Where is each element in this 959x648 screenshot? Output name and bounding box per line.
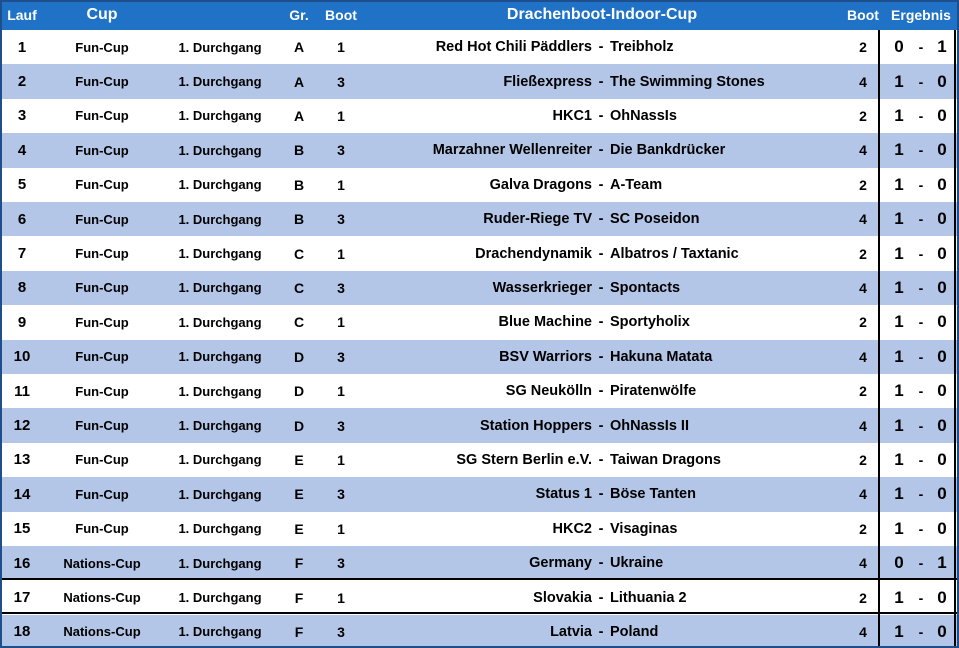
team-away-cell: Ukraine xyxy=(610,555,664,572)
lauf-cell: 11 xyxy=(14,382,30,400)
score-separator: - xyxy=(918,245,924,262)
team-home-cell: Status 1 xyxy=(535,486,592,503)
boot-right-cell: 4 xyxy=(859,486,867,503)
header-row xyxy=(0,0,959,30)
score-separator: - xyxy=(918,417,924,434)
boot-cell: 3 xyxy=(337,142,345,159)
score-home-cell: 1 xyxy=(894,518,904,538)
score-home-cell: 0 xyxy=(894,553,904,573)
score-away-cell: 0 xyxy=(937,449,947,469)
score-away-cell: 1 xyxy=(937,553,947,573)
score-home-cell: 1 xyxy=(894,484,904,504)
cup-cell: Fun-Cup xyxy=(75,211,129,227)
team-separator: - xyxy=(598,623,604,640)
team-home-cell: Ruder-Riege TV xyxy=(483,211,592,228)
durchgang-cell: 1. Durchgang xyxy=(178,177,262,193)
team-away-cell: SC Poseidon xyxy=(610,211,700,228)
durchgang-cell: 1. Durchgang xyxy=(178,211,262,227)
gruppe-cell: F xyxy=(294,589,304,606)
score-away-cell: 0 xyxy=(937,621,947,641)
team-home-cell: Slovakia xyxy=(533,589,592,606)
team-separator: - xyxy=(598,451,604,468)
team-away-cell: Sportyholix xyxy=(610,314,690,331)
boot-cell: 1 xyxy=(337,520,345,537)
boot-right-cell: 2 xyxy=(859,589,867,606)
durchgang-cell: 1. Durchgang xyxy=(178,624,262,640)
team-home-cell: SG Stern Berlin e.V. xyxy=(456,451,592,468)
header-gruppe: Gr. xyxy=(289,7,309,23)
durchgang-cell: 1. Durchgang xyxy=(178,142,262,158)
team-away-cell: Visaginas xyxy=(610,520,678,537)
boot-right-cell: 4 xyxy=(859,555,867,572)
lauf-cell: 15 xyxy=(13,520,31,538)
boot-cell: 1 xyxy=(337,589,345,606)
team-home-cell: Drachendynamik xyxy=(475,245,592,262)
lauf-cell: 4 xyxy=(17,141,27,159)
header-lauf: Lauf xyxy=(7,7,37,23)
score-home-cell: 1 xyxy=(894,174,904,194)
durchgang-cell: 1. Durchgang xyxy=(178,418,262,434)
boot-cell: 1 xyxy=(337,39,345,56)
team-away-cell: Lithuania 2 xyxy=(610,589,687,606)
score-separator: - xyxy=(918,486,924,503)
table-row xyxy=(0,168,959,202)
score-home-cell: 1 xyxy=(894,105,904,125)
cup-cell: Fun-Cup xyxy=(75,521,129,537)
team-home-cell: Red Hot Chili Päddlers xyxy=(435,39,592,56)
boot-cell: 1 xyxy=(337,451,345,468)
boot-right-cell: 4 xyxy=(859,279,867,296)
durchgang-cell: 1. Durchgang xyxy=(178,383,262,399)
team-separator: - xyxy=(598,589,604,606)
gruppe-cell: D xyxy=(293,417,305,434)
score-away-cell: 0 xyxy=(937,381,947,401)
team-separator: - xyxy=(598,417,604,434)
team-separator: - xyxy=(598,520,604,537)
team-away-cell: A-Team xyxy=(610,176,663,193)
gruppe-cell: A xyxy=(293,39,305,56)
team-home-cell: Wasserkrieger xyxy=(492,279,592,296)
team-separator: - xyxy=(598,211,604,228)
table-row xyxy=(0,408,959,442)
boot-cell: 1 xyxy=(337,176,345,193)
boot-cell: 3 xyxy=(337,623,345,640)
cup-cell: Fun-Cup xyxy=(75,39,129,55)
table-row xyxy=(0,340,959,374)
score-separator: - xyxy=(918,176,924,193)
header-title: Drachenboot-Indoor-Cup xyxy=(506,6,698,23)
score-separator: - xyxy=(918,451,924,468)
table-row xyxy=(0,236,959,270)
durchgang-cell: 1. Durchgang xyxy=(178,74,262,90)
score-home-cell: 1 xyxy=(894,71,904,91)
durchgang-cell: 1. Durchgang xyxy=(178,555,262,571)
row-separator-18 xyxy=(0,612,959,614)
boot-right-cell: 2 xyxy=(859,520,867,537)
score-away-cell: 0 xyxy=(937,277,947,297)
team-separator: - xyxy=(598,383,604,400)
table-row xyxy=(0,546,959,580)
team-separator: - xyxy=(598,314,604,331)
cup-cell: Fun-Cup xyxy=(75,108,129,124)
team-away-cell: Treibholz xyxy=(610,39,674,56)
team-home-cell: Station Hoppers xyxy=(480,417,592,434)
durchgang-cell: 1. Durchgang xyxy=(178,349,262,365)
lauf-cell: 5 xyxy=(17,176,27,194)
score-separator: - xyxy=(918,383,924,400)
team-away-cell: Piratenwölfe xyxy=(610,383,697,400)
gruppe-cell: F xyxy=(294,555,304,572)
cup-cell: Fun-Cup xyxy=(75,452,129,468)
cup-cell: Nations-Cup xyxy=(63,624,141,640)
score-separator: - xyxy=(918,520,924,537)
boot-cell: 3 xyxy=(337,555,345,572)
score-away-cell: 0 xyxy=(937,71,947,91)
lauf-cell: 18 xyxy=(13,623,31,641)
team-separator: - xyxy=(598,73,604,90)
team-away-cell: Spontacts xyxy=(610,279,681,296)
cup-cell: Fun-Cup xyxy=(75,177,129,193)
score-home-cell: 1 xyxy=(894,449,904,469)
lauf-cell: 12 xyxy=(13,417,31,435)
score-away-cell: 0 xyxy=(937,105,947,125)
team-separator: - xyxy=(598,107,604,124)
boot-cell: 3 xyxy=(337,417,345,434)
column-divider-right xyxy=(954,30,956,648)
team-separator: - xyxy=(598,176,604,193)
lauf-cell: 1 xyxy=(17,38,27,56)
score-away-cell: 0 xyxy=(937,243,947,263)
lauf-cell: 13 xyxy=(13,451,31,469)
score-home-cell: 1 xyxy=(894,140,904,160)
durchgang-cell: 1. Durchgang xyxy=(178,452,262,468)
team-separator: - xyxy=(598,555,604,572)
durchgang-cell: 1. Durchgang xyxy=(178,246,262,262)
score-separator: - xyxy=(918,107,924,124)
boot-cell: 1 xyxy=(337,383,345,400)
team-away-cell: OhNassIs II xyxy=(610,417,689,434)
cup-cell: Fun-Cup xyxy=(75,314,129,330)
table-row xyxy=(0,443,959,477)
boot-right-cell: 4 xyxy=(859,142,867,159)
boot-cell: 3 xyxy=(337,73,345,90)
team-away-cell: Böse Tanten xyxy=(610,486,696,503)
boot-cell: 1 xyxy=(337,245,345,262)
gruppe-cell: C xyxy=(293,314,305,331)
lauf-cell: 14 xyxy=(13,485,31,503)
boot-cell: 3 xyxy=(337,486,345,503)
team-away-cell: Poland xyxy=(610,623,659,640)
score-home-cell: 1 xyxy=(894,346,904,366)
team-away-cell: The Swimming Stones xyxy=(610,73,765,90)
team-separator: - xyxy=(598,486,604,503)
score-away-cell: 0 xyxy=(937,484,947,504)
boot-right-cell: 2 xyxy=(859,383,867,400)
boot-right-cell: 4 xyxy=(859,417,867,434)
cup-cell: Fun-Cup xyxy=(75,418,129,434)
team-home-cell: Marzahner Wellenreiter xyxy=(432,142,592,159)
lauf-cell: 17 xyxy=(13,589,31,607)
score-separator: - xyxy=(918,73,924,90)
team-away-cell: Hakuna Matata xyxy=(610,348,713,365)
table-row xyxy=(0,271,959,305)
team-away-cell: Taiwan Dragons xyxy=(610,451,721,468)
gruppe-cell: B xyxy=(293,176,305,193)
table-row xyxy=(0,202,959,236)
table-row xyxy=(0,615,959,648)
score-away-cell: 0 xyxy=(937,209,947,229)
score-home-cell: 1 xyxy=(894,312,904,332)
cup-cell: Fun-Cup xyxy=(75,246,129,262)
table-row xyxy=(0,64,959,98)
boot-right-cell: 4 xyxy=(859,348,867,365)
score-away-cell: 0 xyxy=(937,140,947,160)
lauf-cell: 16 xyxy=(13,554,31,572)
table-row xyxy=(0,99,959,133)
durchgang-cell: 1. Durchgang xyxy=(178,280,262,296)
team-home-cell: SG Neukölln xyxy=(505,383,592,400)
score-home-cell: 1 xyxy=(894,381,904,401)
gruppe-cell: E xyxy=(294,520,304,537)
score-away-cell: 0 xyxy=(937,518,947,538)
gruppe-cell: A xyxy=(293,107,305,124)
boot-right-cell: 4 xyxy=(859,211,867,228)
team-away-cell: OhNassIs xyxy=(610,107,677,124)
team-home-cell: HKC2 xyxy=(552,520,592,537)
table-row xyxy=(0,374,959,408)
score-away-cell: 1 xyxy=(937,37,947,57)
gruppe-cell: E xyxy=(294,451,304,468)
gruppe-cell: B xyxy=(293,211,305,228)
team-home-cell: Fließexpress xyxy=(503,73,592,90)
score-away-cell: 0 xyxy=(937,346,947,366)
cup-cell: Fun-Cup xyxy=(75,280,129,296)
lauf-cell: 7 xyxy=(17,245,27,263)
boot-right-cell: 2 xyxy=(859,107,867,124)
score-home-cell: 1 xyxy=(894,243,904,263)
team-home-cell: Blue Machine xyxy=(498,314,592,331)
cup-cell: Fun-Cup xyxy=(75,142,129,158)
table-row xyxy=(0,305,959,339)
durchgang-cell: 1. Durchgang xyxy=(178,39,262,55)
team-home-cell: Germany xyxy=(529,555,592,572)
score-separator: - xyxy=(918,39,924,56)
gruppe-cell: D xyxy=(293,383,305,400)
team-separator: - xyxy=(598,348,604,365)
gruppe-cell: E xyxy=(294,486,304,503)
boot-right-cell: 2 xyxy=(859,245,867,262)
column-divider-left xyxy=(878,30,880,648)
boot-right-cell: 2 xyxy=(859,314,867,331)
team-home-cell: HKC1 xyxy=(552,107,592,124)
gruppe-cell: C xyxy=(293,245,305,262)
lauf-cell: 9 xyxy=(17,313,27,331)
team-away-cell: Die Bankdrücker xyxy=(610,142,726,159)
table-row xyxy=(0,580,959,614)
table-row xyxy=(0,477,959,511)
boot-right-cell: 2 xyxy=(859,451,867,468)
score-separator: - xyxy=(918,211,924,228)
boot-right-cell: 2 xyxy=(859,176,867,193)
team-away-cell: Albatros / Taxtanic xyxy=(610,245,739,262)
team-separator: - xyxy=(598,279,604,296)
gruppe-cell: A xyxy=(293,73,305,90)
durchgang-cell: 1. Durchgang xyxy=(178,521,262,537)
score-separator: - xyxy=(918,589,924,606)
score-separator: - xyxy=(918,623,924,640)
header-boot-right: Boot xyxy=(847,7,879,23)
gruppe-cell: C xyxy=(293,279,305,296)
durchgang-cell: 1. Durchgang xyxy=(178,590,262,606)
lauf-cell: 6 xyxy=(17,210,27,228)
score-home-cell: 1 xyxy=(894,587,904,607)
header-cup: Cup xyxy=(86,6,118,23)
team-separator: - xyxy=(598,39,604,56)
score-home-cell: 1 xyxy=(894,621,904,641)
score-home-cell: 1 xyxy=(894,277,904,297)
table-row xyxy=(0,133,959,167)
lauf-cell: 2 xyxy=(17,73,27,91)
team-separator: - xyxy=(598,245,604,262)
gruppe-cell: D xyxy=(293,348,305,365)
durchgang-cell: 1. Durchgang xyxy=(178,314,262,330)
score-away-cell: 0 xyxy=(937,174,947,194)
cup-cell: Fun-Cup xyxy=(75,486,129,502)
score-separator: - xyxy=(918,279,924,296)
lauf-cell: 8 xyxy=(17,279,27,297)
boot-right-cell: 4 xyxy=(859,73,867,90)
score-separator: - xyxy=(918,142,924,159)
cup-cell: Nations-Cup xyxy=(63,555,141,571)
team-home-cell: Latvia xyxy=(550,623,592,640)
team-home-cell: BSV Warriors xyxy=(499,348,592,365)
row-separator-17 xyxy=(0,578,959,580)
score-home-cell: 1 xyxy=(894,209,904,229)
cup-cell: Fun-Cup xyxy=(75,74,129,90)
score-separator: - xyxy=(918,348,924,365)
score-away-cell: 0 xyxy=(937,312,947,332)
header-boot: Boot xyxy=(325,7,357,23)
cup-cell: Fun-Cup xyxy=(75,383,129,399)
gruppe-cell: B xyxy=(293,142,305,159)
boot-cell: 1 xyxy=(337,314,345,331)
score-home-cell: 1 xyxy=(894,415,904,435)
lauf-cell: 3 xyxy=(17,107,27,125)
score-separator: - xyxy=(918,555,924,572)
cup-cell: Nations-Cup xyxy=(63,590,141,606)
boot-cell: 3 xyxy=(337,348,345,365)
gruppe-cell: F xyxy=(294,623,304,640)
boot-cell: 3 xyxy=(337,279,345,296)
boot-right-cell: 4 xyxy=(859,623,867,640)
durchgang-cell: 1. Durchgang xyxy=(178,108,262,124)
boot-cell: 1 xyxy=(337,107,345,124)
boot-right-cell: 2 xyxy=(859,39,867,56)
durchgang-cell: 1. Durchgang xyxy=(178,486,262,502)
table-row xyxy=(0,512,959,546)
cup-cell: Fun-Cup xyxy=(75,349,129,365)
score-separator: - xyxy=(918,314,924,331)
header-ergebnis: Ergebnis xyxy=(891,7,951,23)
team-home-cell: Galva Dragons xyxy=(489,176,592,193)
team-separator: - xyxy=(598,142,604,159)
score-away-cell: 0 xyxy=(937,587,947,607)
boot-cell: 3 xyxy=(337,211,345,228)
table-row xyxy=(0,30,959,64)
lauf-cell: 10 xyxy=(13,348,31,366)
score-away-cell: 0 xyxy=(937,415,947,435)
score-home-cell: 0 xyxy=(894,37,904,57)
